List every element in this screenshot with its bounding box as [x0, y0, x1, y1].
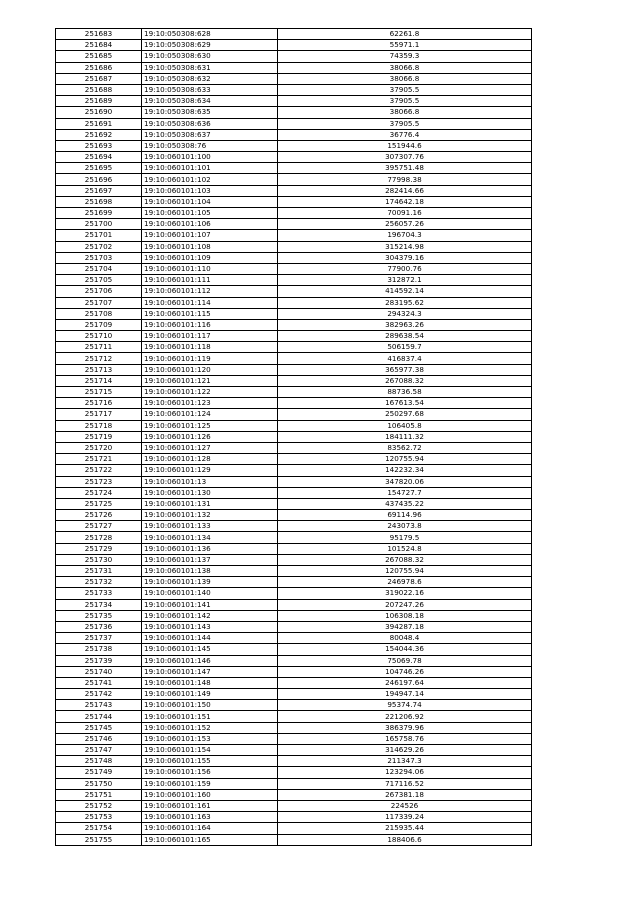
- value-cell: 267088.32: [278, 375, 532, 386]
- table-row: [56, 599, 532, 610]
- cadastral-number-cell: 19:10:060101:137: [142, 554, 278, 565]
- cadastral-number-cell: 19:10:060101:120: [142, 364, 278, 375]
- cadastral-number-cell: 19:10:060101:111: [142, 275, 278, 286]
- value-cell: 37905.5: [278, 84, 532, 95]
- row-number-cell: 251736: [56, 621, 142, 632]
- table-row: [56, 286, 532, 297]
- cadastral-number-cell: 19:10:050308:636: [142, 118, 278, 129]
- value-cell: 123294.06: [278, 767, 532, 778]
- cadastral-number-cell: 19:10:060101:160: [142, 789, 278, 800]
- row-number-cell: 251742: [56, 689, 142, 700]
- table-row: [56, 476, 532, 487]
- value-cell: 174642.18: [278, 196, 532, 207]
- table-row: [56, 644, 532, 655]
- table-row: [56, 163, 532, 174]
- row-number-cell: 251738: [56, 644, 142, 655]
- table-row: [56, 812, 532, 823]
- cadastral-number-cell: 19:10:060101:159: [142, 778, 278, 789]
- table-row: [56, 219, 532, 230]
- data-table: [55, 28, 532, 846]
- row-number-cell: 251698: [56, 196, 142, 207]
- row-number-cell: 251752: [56, 800, 142, 811]
- row-number-cell: 251751: [56, 789, 142, 800]
- table-row: [56, 342, 532, 353]
- value-cell: 184111.32: [278, 431, 532, 442]
- cadastral-number-cell: 19:10:060101:146: [142, 655, 278, 666]
- value-cell: 142232.34: [278, 465, 532, 476]
- document-page: [55, 28, 531, 846]
- table-row: [56, 398, 532, 409]
- row-number-cell: 251731: [56, 566, 142, 577]
- row-number-cell: 251724: [56, 487, 142, 498]
- cadastral-number-cell: 19:10:050308:631: [142, 62, 278, 73]
- row-number-cell: 251746: [56, 733, 142, 744]
- value-cell: 394287.18: [278, 621, 532, 632]
- cadastral-number-cell: 19:10:060101:126: [142, 431, 278, 442]
- row-number-cell: 251691: [56, 118, 142, 129]
- table-row: [56, 655, 532, 666]
- value-cell: 70091.16: [278, 208, 532, 219]
- cadastral-number-cell: 19:10:060101:117: [142, 331, 278, 342]
- row-number-cell: 251732: [56, 577, 142, 588]
- cadastral-number-cell: 19:10:060101:123: [142, 398, 278, 409]
- cadastral-number-cell: 19:10:060101:130: [142, 487, 278, 498]
- table-row: [56, 487, 532, 498]
- table-row: [56, 532, 532, 543]
- value-cell: 38066.8: [278, 62, 532, 73]
- value-cell: 246978.6: [278, 577, 532, 588]
- value-cell: 154044.36: [278, 644, 532, 655]
- table-row: [56, 129, 532, 140]
- value-cell: 88736.58: [278, 387, 532, 398]
- value-cell: 365977.38: [278, 364, 532, 375]
- value-cell: 188406.6: [278, 834, 532, 845]
- value-cell: 314629.26: [278, 745, 532, 756]
- value-cell: 95374.74: [278, 700, 532, 711]
- value-cell: 304379.16: [278, 252, 532, 263]
- table-row: [56, 353, 532, 364]
- table-row: [56, 800, 532, 811]
- table-row: [56, 196, 532, 207]
- row-number-cell: 251696: [56, 174, 142, 185]
- row-number-cell: 251721: [56, 454, 142, 465]
- table-row: [56, 588, 532, 599]
- row-number-cell: 251685: [56, 51, 142, 62]
- table-row: [56, 442, 532, 453]
- row-number-cell: 251689: [56, 96, 142, 107]
- row-number-cell: 251716: [56, 398, 142, 409]
- value-cell: 267381.18: [278, 789, 532, 800]
- cadastral-number-cell: 19:10:060101:150: [142, 700, 278, 711]
- row-number-cell: 251702: [56, 241, 142, 252]
- row-number-cell: 251713: [56, 364, 142, 375]
- cadastral-number-cell: 19:10:060101:121: [142, 375, 278, 386]
- cadastral-number-cell: 19:10:060101:125: [142, 420, 278, 431]
- row-number-cell: 251693: [56, 140, 142, 151]
- table-row: [56, 152, 532, 163]
- table-row: [56, 510, 532, 521]
- table-row: [56, 566, 532, 577]
- value-cell: 38066.8: [278, 107, 532, 118]
- table-row: [56, 275, 532, 286]
- row-number-cell: 251701: [56, 230, 142, 241]
- cadastral-number-cell: 19:10:060101:164: [142, 823, 278, 834]
- table-row: [56, 745, 532, 756]
- table-row: [56, 40, 532, 51]
- row-number-cell: 251711: [56, 342, 142, 353]
- row-number-cell: 251715: [56, 387, 142, 398]
- value-cell: 117339.24: [278, 812, 532, 823]
- cadastral-number-cell: 19:10:060101:100: [142, 152, 278, 163]
- cadastral-number-cell: 19:10:060101:136: [142, 543, 278, 554]
- cadastral-number-cell: 19:10:060101:102: [142, 174, 278, 185]
- value-cell: 154727.7: [278, 487, 532, 498]
- cadastral-number-cell: 19:10:060101:101: [142, 163, 278, 174]
- value-cell: 315214.98: [278, 241, 532, 252]
- cadastral-number-cell: 19:10:060101:105: [142, 208, 278, 219]
- cadastral-number-cell: 19:10:060101:127: [142, 442, 278, 453]
- table-row: [56, 241, 532, 252]
- row-number-cell: 251705: [56, 275, 142, 286]
- row-number-cell: 251692: [56, 129, 142, 140]
- row-number-cell: 251695: [56, 163, 142, 174]
- row-number-cell: 251739: [56, 655, 142, 666]
- value-cell: 62261.8: [278, 29, 532, 40]
- table-row: [56, 722, 532, 733]
- table-row: [56, 174, 532, 185]
- row-number-cell: 251686: [56, 62, 142, 73]
- cadastral-number-cell: 19:10:060101:129: [142, 465, 278, 476]
- row-number-cell: 251727: [56, 521, 142, 532]
- value-cell: 69114.96: [278, 510, 532, 521]
- row-number-cell: 251703: [56, 252, 142, 263]
- value-cell: 386379.96: [278, 722, 532, 733]
- value-cell: 207247.26: [278, 599, 532, 610]
- cadastral-number-cell: 19:10:060101:124: [142, 409, 278, 420]
- value-cell: 37905.5: [278, 96, 532, 107]
- value-cell: 267088.32: [278, 554, 532, 565]
- table-row: [56, 331, 532, 342]
- row-number-cell: 251725: [56, 498, 142, 509]
- row-number-cell: 251741: [56, 677, 142, 688]
- table-row: [56, 297, 532, 308]
- cadastral-number-cell: 19:10:060101:145: [142, 644, 278, 655]
- row-number-cell: 251710: [56, 331, 142, 342]
- value-cell: 167613.54: [278, 398, 532, 409]
- table-row: [56, 319, 532, 330]
- cadastral-number-cell: 19:10:060101:122: [142, 387, 278, 398]
- table-row: [56, 118, 532, 129]
- table-row: [56, 666, 532, 677]
- value-cell: 101524.8: [278, 543, 532, 554]
- value-cell: 283195.62: [278, 297, 532, 308]
- row-number-cell: 251706: [56, 286, 142, 297]
- value-cell: 395751.48: [278, 163, 532, 174]
- row-number-cell: 251748: [56, 756, 142, 767]
- cadastral-number-cell: 19:10:060101:134: [142, 532, 278, 543]
- value-cell: 347820.06: [278, 476, 532, 487]
- table-row: [56, 308, 532, 319]
- value-cell: 506159.7: [278, 342, 532, 353]
- row-number-cell: 251735: [56, 610, 142, 621]
- value-cell: 246197.64: [278, 677, 532, 688]
- cadastral-number-cell: 19:10:060101:139: [142, 577, 278, 588]
- value-cell: 104746.26: [278, 666, 532, 677]
- cadastral-number-cell: 19:10:060101:131: [142, 498, 278, 509]
- value-cell: 289638.54: [278, 331, 532, 342]
- value-cell: 77900.76: [278, 263, 532, 274]
- cadastral-number-cell: 19:10:060101:151: [142, 711, 278, 722]
- row-number-cell: 251733: [56, 588, 142, 599]
- cadastral-number-cell: 19:10:060101:149: [142, 689, 278, 700]
- row-number-cell: 251750: [56, 778, 142, 789]
- table-row: [56, 823, 532, 834]
- row-number-cell: 251737: [56, 633, 142, 644]
- value-cell: 307307.76: [278, 152, 532, 163]
- row-number-cell: 251690: [56, 107, 142, 118]
- row-number-cell: 251734: [56, 599, 142, 610]
- value-cell: 250297.68: [278, 409, 532, 420]
- table-row: [56, 96, 532, 107]
- table-row: [56, 756, 532, 767]
- value-cell: 75069.78: [278, 655, 532, 666]
- table-body: [56, 29, 532, 846]
- cadastral-number-cell: 19:10:060101:128: [142, 454, 278, 465]
- value-cell: 211347.3: [278, 756, 532, 767]
- table-row: [56, 420, 532, 431]
- row-number-cell: 251709: [56, 319, 142, 330]
- row-number-cell: 251722: [56, 465, 142, 476]
- table-row: [56, 554, 532, 565]
- cadastral-number-cell: 19:10:050308:76: [142, 140, 278, 151]
- table-row: [56, 409, 532, 420]
- table-row: [56, 375, 532, 386]
- cadastral-number-cell: 19:10:060101:119: [142, 353, 278, 364]
- cadastral-number-cell: 19:10:060101:109: [142, 252, 278, 263]
- cadastral-number-cell: 19:10:060101:112: [142, 286, 278, 297]
- table-row: [56, 498, 532, 509]
- row-number-cell: 251755: [56, 834, 142, 845]
- table-row: [56, 543, 532, 554]
- cadastral-number-cell: 19:10:060101:110: [142, 263, 278, 274]
- cadastral-number-cell: 19:10:060101:141: [142, 599, 278, 610]
- cadastral-number-cell: 19:10:060101:147: [142, 666, 278, 677]
- table-row: [56, 208, 532, 219]
- table-row: [56, 454, 532, 465]
- table-row: [56, 633, 532, 644]
- cadastral-number-cell: 19:10:060101:133: [142, 521, 278, 532]
- row-number-cell: 251717: [56, 409, 142, 420]
- value-cell: 319022.16: [278, 588, 532, 599]
- value-cell: 215935.44: [278, 823, 532, 834]
- cadastral-number-cell: 19:10:050308:630: [142, 51, 278, 62]
- value-cell: 120755.94: [278, 566, 532, 577]
- cadastral-number-cell: 19:10:050308:629: [142, 40, 278, 51]
- table-row: [56, 677, 532, 688]
- table-row: [56, 577, 532, 588]
- cadastral-number-cell: 19:10:060101:165: [142, 834, 278, 845]
- table-row: [56, 465, 532, 476]
- table-row: [56, 263, 532, 274]
- row-number-cell: 251700: [56, 219, 142, 230]
- row-number-cell: 251743: [56, 700, 142, 711]
- row-number-cell: 251754: [56, 823, 142, 834]
- cadastral-number-cell: 19:10:060101:103: [142, 185, 278, 196]
- value-cell: 312872.1: [278, 275, 532, 286]
- value-cell: 194947.14: [278, 689, 532, 700]
- table-row: [56, 107, 532, 118]
- value-cell: 77998.38: [278, 174, 532, 185]
- cadastral-number-cell: 19:10:060101:116: [142, 319, 278, 330]
- value-cell: 74359.3: [278, 51, 532, 62]
- value-cell: 256057.26: [278, 219, 532, 230]
- table-row: [56, 621, 532, 632]
- cadastral-number-cell: 19:10:060101:142: [142, 610, 278, 621]
- table-row: [56, 230, 532, 241]
- row-number-cell: 251723: [56, 476, 142, 487]
- row-number-cell: 251712: [56, 353, 142, 364]
- row-number-cell: 251729: [56, 543, 142, 554]
- cadastral-number-cell: 19:10:060101:152: [142, 722, 278, 733]
- cadastral-number-cell: 19:10:060101:115: [142, 308, 278, 319]
- value-cell: 243073.8: [278, 521, 532, 532]
- value-cell: 165758.76: [278, 733, 532, 744]
- value-cell: 221206.92: [278, 711, 532, 722]
- row-number-cell: 251688: [56, 84, 142, 95]
- value-cell: 120755.94: [278, 454, 532, 465]
- row-number-cell: 251719: [56, 431, 142, 442]
- table-row: [56, 51, 532, 62]
- cadastral-number-cell: 19:10:060101:153: [142, 733, 278, 744]
- table-row: [56, 521, 532, 532]
- cadastral-number-cell: 19:10:060101:155: [142, 756, 278, 767]
- cadastral-number-cell: 19:10:060101:106: [142, 219, 278, 230]
- table-row: [56, 610, 532, 621]
- table-row: [56, 689, 532, 700]
- cadastral-number-cell: 19:10:060101:154: [142, 745, 278, 756]
- cadastral-number-cell: 19:10:050308:634: [142, 96, 278, 107]
- row-number-cell: 251694: [56, 152, 142, 163]
- cadastral-number-cell: 19:10:060101:140: [142, 588, 278, 599]
- row-number-cell: 251749: [56, 767, 142, 778]
- value-cell: 106308.18: [278, 610, 532, 621]
- cadastral-number-cell: 19:10:050308:628: [142, 29, 278, 40]
- table-row: [56, 62, 532, 73]
- cadastral-number-cell: 19:10:060101:118: [142, 342, 278, 353]
- row-number-cell: 251747: [56, 745, 142, 756]
- row-number-cell: 251707: [56, 297, 142, 308]
- cadastral-number-cell: 19:10:060101:143: [142, 621, 278, 632]
- cadastral-number-cell: 19:10:050308:637: [142, 129, 278, 140]
- cadastral-number-cell: 19:10:060101:161: [142, 800, 278, 811]
- row-number-cell: 251683: [56, 29, 142, 40]
- row-number-cell: 251708: [56, 308, 142, 319]
- row-number-cell: 251728: [56, 532, 142, 543]
- row-number-cell: 251726: [56, 510, 142, 521]
- value-cell: 416837.4: [278, 353, 532, 364]
- row-number-cell: 251730: [56, 554, 142, 565]
- row-number-cell: 251718: [56, 420, 142, 431]
- value-cell: 196704.3: [278, 230, 532, 241]
- cadastral-number-cell: 19:10:050308:635: [142, 107, 278, 118]
- value-cell: 106405.8: [278, 420, 532, 431]
- cadastral-number-cell: 19:10:060101:144: [142, 633, 278, 644]
- cadastral-number-cell: 19:10:060101:104: [142, 196, 278, 207]
- row-number-cell: 251714: [56, 375, 142, 386]
- cadastral-number-cell: 19:10:060101:114: [142, 297, 278, 308]
- value-cell: 38066.8: [278, 73, 532, 84]
- value-cell: 55971.1: [278, 40, 532, 51]
- row-number-cell: 251720: [56, 442, 142, 453]
- cadastral-number-cell: 19:10:060101:163: [142, 812, 278, 823]
- cadastral-number-cell: 19:10:060101:138: [142, 566, 278, 577]
- cadastral-number-cell: 19:10:060101:156: [142, 767, 278, 778]
- table-row: [56, 431, 532, 442]
- cadastral-number-cell: 19:10:060101:13: [142, 476, 278, 487]
- value-cell: 282414.66: [278, 185, 532, 196]
- cadastral-number-cell: 19:10:060101:108: [142, 241, 278, 252]
- value-cell: 382963.26: [278, 319, 532, 330]
- row-number-cell: 251740: [56, 666, 142, 677]
- table-row: [56, 84, 532, 95]
- row-number-cell: 251697: [56, 185, 142, 196]
- row-number-cell: 251753: [56, 812, 142, 823]
- value-cell: 414592.14: [278, 286, 532, 297]
- row-number-cell: 251744: [56, 711, 142, 722]
- row-number-cell: 251745: [56, 722, 142, 733]
- row-number-cell: 251684: [56, 40, 142, 51]
- table-row: [56, 73, 532, 84]
- table-row: [56, 767, 532, 778]
- cadastral-number-cell: 19:10:060101:132: [142, 510, 278, 521]
- table-row: [56, 778, 532, 789]
- table-row: [56, 364, 532, 375]
- table-row: [56, 733, 532, 744]
- row-number-cell: 251704: [56, 263, 142, 274]
- value-cell: 717116.52: [278, 778, 532, 789]
- cadastral-number-cell: 19:10:050308:632: [142, 73, 278, 84]
- table-row: [56, 387, 532, 398]
- value-cell: 437435.22: [278, 498, 532, 509]
- table-row: [56, 700, 532, 711]
- table-row: [56, 711, 532, 722]
- table-row: [56, 29, 532, 40]
- value-cell: 80048.4: [278, 633, 532, 644]
- table-row: [56, 252, 532, 263]
- table-row: [56, 185, 532, 196]
- row-number-cell: 251699: [56, 208, 142, 219]
- cadastral-number-cell: 19:10:060101:107: [142, 230, 278, 241]
- cadastral-number-cell: 19:10:050308:633: [142, 84, 278, 95]
- value-cell: 83562.72: [278, 442, 532, 453]
- value-cell: 294324.3: [278, 308, 532, 319]
- cadastral-number-cell: 19:10:060101:148: [142, 677, 278, 688]
- table-row: [56, 834, 532, 845]
- value-cell: 95179.5: [278, 532, 532, 543]
- table-row: [56, 140, 532, 151]
- value-cell: 37905.5: [278, 118, 532, 129]
- value-cell: 151944.6: [278, 140, 532, 151]
- value-cell: 224526: [278, 800, 532, 811]
- table-row: [56, 789, 532, 800]
- value-cell: 36776.4: [278, 129, 532, 140]
- row-number-cell: 251687: [56, 73, 142, 84]
